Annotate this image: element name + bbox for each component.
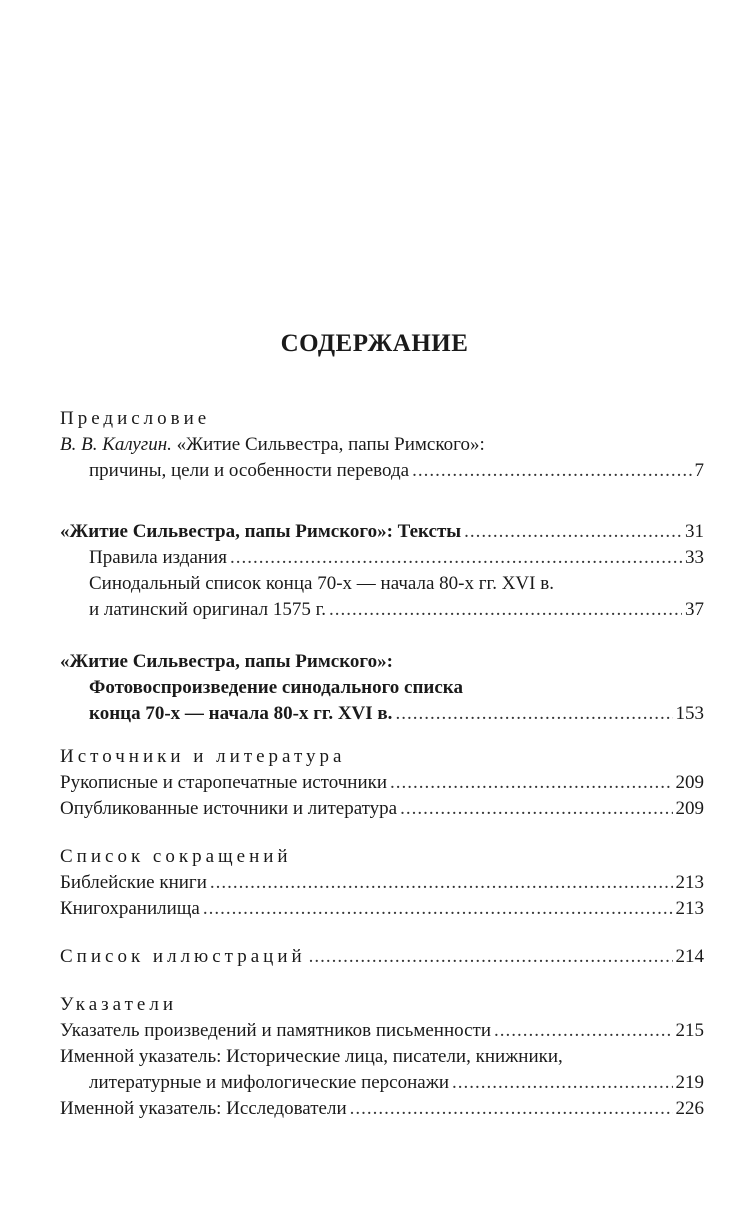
dot-leader	[230, 546, 682, 570]
page-number: 153	[675, 703, 704, 724]
toc-entry-manuscript-sources[interactable]: Рукописные и старопечатные источники ..... 209	[60, 771, 704, 795]
toc-entry-synodal-list-line1: Синодальный список конца 70-х — начала 80-х гг. XVI в.	[89, 573, 554, 594]
dot-leader	[350, 1097, 673, 1121]
dot-leader	[390, 771, 672, 795]
toc-entry-illustrations[interactable]: Список иллюстраций ..... 214	[60, 945, 704, 969]
page-number: 37	[685, 599, 704, 620]
dot-leader	[400, 797, 672, 821]
page-number: 214	[675, 946, 704, 967]
page-number: 213	[675, 872, 704, 893]
page-number: 209	[675, 772, 704, 793]
page-title: СОДЕРЖАНИЕ	[280, 330, 469, 357]
dot-leader	[412, 459, 691, 483]
page-number: 215	[675, 1020, 704, 1041]
dot-leader	[329, 598, 682, 622]
page-number: 226	[675, 1098, 704, 1119]
dot-leader	[203, 897, 673, 921]
preface-title: «Житие Сильвестра, папы Римского»:	[171, 434, 485, 455]
page-number: 31	[685, 521, 704, 542]
toc-entry-names-index-line1: Именной указатель: Исторические лица, писатели, книжники,	[60, 1046, 563, 1067]
dot-leader	[452, 1071, 672, 1095]
dot-leader	[494, 1019, 673, 1043]
section-heading-sources: Источники и литература	[60, 746, 346, 767]
toc-entry-biblical-books[interactable]: Библейские книги ..... 213	[60, 871, 704, 895]
toc-entry-preface[interactable]: причины, цели и особенности перевода ..... 7	[89, 459, 704, 483]
toc-entry-repositories[interactable]: Книгохранилища ..... 213	[60, 897, 704, 921]
toc-entry-works-index[interactable]: Указатель произведений и памятников письменности ..... 215	[60, 1019, 704, 1043]
page-number: 209	[675, 798, 704, 819]
page-number: 219	[675, 1072, 704, 1093]
author-name: В. В. Калугин.	[60, 434, 172, 455]
toc-entry-researchers-index[interactable]: Именной указатель: Исследователи ..... 226	[60, 1097, 704, 1121]
page-number: 7	[694, 460, 704, 481]
section-heading-indexes: Указатели	[60, 994, 177, 1015]
section-heading-abbreviations: Список сокращений	[60, 846, 292, 867]
toc-entry-published-sources[interactable]: Опубликованные источники и литература ..... 209	[60, 797, 704, 821]
dot-leader	[464, 520, 682, 544]
toc-entry-facsimile[interactable]: конца 70-х — начала 80-х гг. XVI в. ..... 153	[89, 702, 704, 726]
toc-entry-edition-rules[interactable]: Правила издания ..... 33	[89, 546, 704, 570]
section-heading-preface: Предисловие	[60, 408, 211, 429]
toc-entry-preface-line1	[60, 433, 704, 457]
toc-entry-texts[interactable]: «Житие Сильвестра, папы Римского»: Тексты ..... 31	[60, 520, 704, 544]
dot-leader	[395, 702, 672, 726]
page-number: 213	[675, 898, 704, 919]
toc-entry-facsimile-line1: «Житие Сильвестра, папы Римского»:	[60, 651, 393, 672]
toc-entry-facsimile-line2: Фотовоспроизведение синодального списка	[89, 677, 463, 698]
toc-entry-names-index[interactable]: литературные и мифологические персонажи ..... 219	[89, 1071, 704, 1095]
dot-leader	[210, 871, 673, 895]
toc-entry-synodal-list[interactable]: и латинский оригинал 1575 г. ..... 37	[89, 598, 704, 622]
dot-leader	[309, 945, 673, 969]
page-number: 33	[685, 547, 704, 568]
